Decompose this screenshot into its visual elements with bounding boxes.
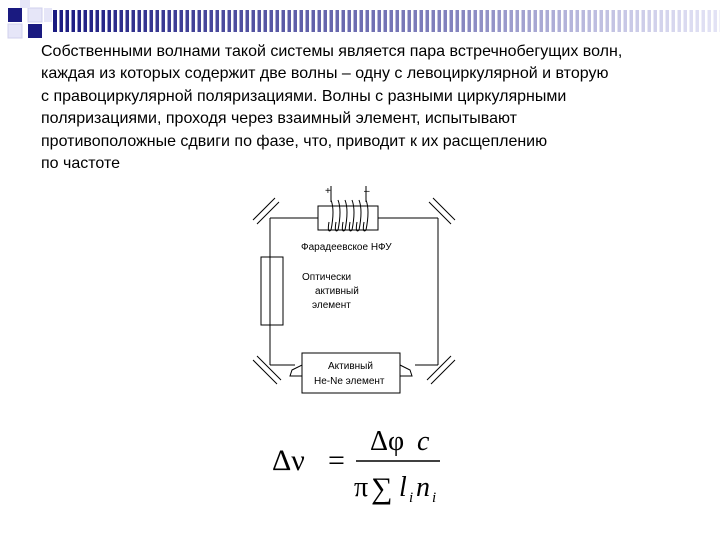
title-bar-stripe-gap xyxy=(435,10,438,32)
checker-square-dark xyxy=(8,8,22,22)
title-bar-stripe-gap xyxy=(537,10,540,32)
faraday-cell xyxy=(318,206,378,230)
title-bar-stripe-gap xyxy=(327,10,330,32)
title-bar-stripe-gap xyxy=(681,10,684,32)
title-bar-stripe-gap xyxy=(411,10,414,32)
title-bar-stripe-gap xyxy=(321,10,324,32)
title-bar-stripe-gap xyxy=(669,10,672,32)
title-bar-stripe-gap xyxy=(465,10,468,32)
title-bar-stripe-gap xyxy=(675,10,678,32)
title-bar-stripe-gap xyxy=(315,10,318,32)
title-bar-stripe-gap xyxy=(69,10,72,32)
title-bar-stripe-gap xyxy=(543,10,546,32)
title-bar-stripe-gap xyxy=(357,10,360,32)
title-bar-stripe-gap xyxy=(177,10,180,32)
title-bar-stripe-gap xyxy=(147,10,150,32)
title-bar-stripe-gap xyxy=(99,10,102,32)
title-bar-stripe-gap xyxy=(699,10,702,32)
title-bar-stripe-gap xyxy=(57,10,60,32)
faraday-label: Фарадеевское НФУ xyxy=(301,242,392,253)
title-bar-stripe-gap xyxy=(531,10,534,32)
title-bar-stripe-gap xyxy=(453,10,456,32)
title-bar-stripe-gap xyxy=(369,10,372,32)
title-bar-stripe-gap xyxy=(267,10,270,32)
title-bar-stripe-gap xyxy=(279,10,282,32)
title-bar-stripe-gap xyxy=(285,10,288,32)
paragraph-line: каждая из которых содержит две волны – одну с левоциркулярной и вторую xyxy=(41,65,609,83)
title-bar-stripe-gap xyxy=(189,10,192,32)
ring-laser-diagram xyxy=(245,180,475,405)
title-bar-stripe-gap xyxy=(243,10,246,32)
title-bar-stripe-gap xyxy=(489,10,492,32)
title-bar-stripe-gap xyxy=(513,10,516,32)
title-bar-stripe-gap xyxy=(117,10,120,32)
title-bar-stripe-gap xyxy=(207,10,210,32)
he-ne-window-right xyxy=(400,365,412,376)
title-bar-stripe-gap xyxy=(291,10,294,32)
faraday-coil xyxy=(328,200,368,231)
title-bar-stripe-gap xyxy=(639,10,642,32)
title-bar-stripe-gap xyxy=(345,10,348,32)
title-bar-stripe-gap xyxy=(483,10,486,32)
title-bar-stripe-gap xyxy=(693,10,696,32)
checker-square-light xyxy=(28,8,42,22)
title-bar-stripe-gap xyxy=(705,10,708,32)
title-bar-stripe-gap xyxy=(507,10,510,32)
title-bar-stripe-gap xyxy=(711,10,714,32)
title-bar-stripe-gap xyxy=(393,10,396,32)
active-label-line: He-Ne элемент xyxy=(314,376,385,387)
title-bar-stripe-gap xyxy=(447,10,450,32)
title-bar-stripe-gap xyxy=(111,10,114,32)
title-bar-stripe-gap xyxy=(333,10,336,32)
title-bar-stripe-gap xyxy=(459,10,462,32)
paragraph-line: Собственными волнами такой системы является пара встречнобегущих волн, xyxy=(41,43,623,60)
formula-n: n xyxy=(416,472,430,503)
mirror-top-left xyxy=(253,198,279,224)
title-bar-stripe-gap xyxy=(87,10,90,32)
formula-equals: = xyxy=(328,444,345,477)
title-bar-stripe-gap xyxy=(261,10,264,32)
title-bar-stripe-gap xyxy=(621,10,624,32)
title-bar-stripe-gap xyxy=(105,10,108,32)
slide-paragraph xyxy=(41,41,701,175)
title-bar-stripe-gap xyxy=(339,10,342,32)
title-bar-stripe-gap xyxy=(63,10,66,32)
optical-label-line: активный xyxy=(315,286,359,297)
title-bar-stripe-gap xyxy=(153,10,156,32)
active-label-line: Активный xyxy=(328,361,373,372)
title-bar-stripe-gap xyxy=(501,10,504,32)
title-bar-stripe-gap xyxy=(165,10,168,32)
title-bar-stripe-gap xyxy=(273,10,276,32)
formula-l: l xyxy=(399,472,407,503)
title-bar-stripe-gap xyxy=(615,10,618,32)
title-bar-stripe-gap xyxy=(255,10,258,32)
title-bar-stripe-gap xyxy=(75,10,78,32)
title-bar-stripe-gap xyxy=(561,10,564,32)
plus-sign: + xyxy=(325,186,331,197)
formula-numerator-c: c xyxy=(417,426,430,457)
title-bar-stripe-gap xyxy=(585,10,588,32)
title-bar-stripe-gap xyxy=(375,10,378,32)
title-bar-stripe-gap xyxy=(387,10,390,32)
optically-active-element xyxy=(261,257,283,325)
title-bar-stripe-gap xyxy=(441,10,444,32)
paragraph-line: с правоциркулярной поляризациями. Волны с разными циркулярными xyxy=(41,87,567,105)
title-bar-stripe-gap xyxy=(579,10,582,32)
title-bar-stripe-gap xyxy=(225,10,228,32)
title-bar-stripe-gap xyxy=(81,10,84,32)
title-bar-stripe-gap xyxy=(657,10,660,32)
title-bar-stripe-gap xyxy=(717,10,720,32)
paragraph-line: по частоте xyxy=(41,155,120,173)
paragraph-line: поляризациями, проходя через взаимный элемент, испытывают xyxy=(41,110,517,128)
title-bar-stripe-gap xyxy=(645,10,648,32)
title-bar-stripe-gap xyxy=(603,10,606,32)
title-bar-stripe-gap xyxy=(129,10,132,32)
title-bar-stripe-gap xyxy=(633,10,636,32)
title-bar-stripe-gap xyxy=(549,10,552,32)
frequency-splitting-formula xyxy=(270,420,460,505)
checker-square-light xyxy=(8,24,22,38)
title-bar-stripe-gap xyxy=(93,10,96,32)
title-bar-stripe-gap xyxy=(219,10,222,32)
formula-subscript-i: i xyxy=(409,490,414,505)
title-bar-stripe-gap xyxy=(555,10,558,32)
title-bar-stripe-gap xyxy=(351,10,354,32)
title-bar-stripe-gap xyxy=(525,10,528,32)
minus-sign: – xyxy=(364,186,370,197)
title-bar-stripe-gap xyxy=(123,10,126,32)
title-bar-stripe-gap xyxy=(249,10,252,32)
title-bar-stripe-gap xyxy=(687,10,690,32)
title-bar-stripe-gap xyxy=(309,10,312,32)
title-bar-stripe-gap xyxy=(213,10,216,32)
title-bar-stripe-gap xyxy=(171,10,174,32)
title-bar-stripe-gap xyxy=(423,10,426,32)
title-bar-stripe-gap xyxy=(195,10,198,32)
title-bar-stripe-gap xyxy=(135,10,138,32)
title-bar-stripe-gap xyxy=(519,10,522,32)
title-bar-stripe-gap xyxy=(429,10,432,32)
mirror-bottom-left xyxy=(253,356,281,384)
title-bar-stripe-gap xyxy=(297,10,300,32)
title-bar-stripe-gap xyxy=(381,10,384,32)
title-bar-stripe-gap xyxy=(609,10,612,32)
optical-label-line: элемент xyxy=(312,300,351,311)
title-bar-stripe-gap xyxy=(663,10,666,32)
title-bar-stripe-gap xyxy=(159,10,162,32)
title-bar-stripe-gap xyxy=(471,10,474,32)
formula-subscript-i: i xyxy=(432,490,437,505)
checker-square-dark xyxy=(28,24,42,38)
formula-denominator-sum: ∑ xyxy=(371,472,393,505)
title-bar-stripe-gap xyxy=(573,10,576,32)
title-bar-stripe-gap xyxy=(495,10,498,32)
checker-square-light xyxy=(44,8,52,22)
title-bar-stripe-gap xyxy=(303,10,306,32)
title-bar-stripe-gap xyxy=(399,10,402,32)
mirror-bottom-right xyxy=(427,356,455,384)
title-bar-stripe-gap xyxy=(405,10,408,32)
title-bar-stripe-gap xyxy=(477,10,480,32)
formula-denominator-pi: π xyxy=(354,472,369,503)
he-ne-window-left xyxy=(290,365,302,376)
formula-numerator-delta-phi: Δφ xyxy=(370,426,405,457)
title-bar-stripe-gap xyxy=(183,10,186,32)
title-bar-stripes xyxy=(53,10,720,32)
formula-lhs: Δν xyxy=(272,444,305,477)
mirror-top-right xyxy=(429,198,455,224)
optical-label-line: Оптически xyxy=(302,272,352,283)
title-bar-stripe-gap xyxy=(417,10,420,32)
title-bar-stripe-gap xyxy=(201,10,204,32)
title-bar-stripe-gap xyxy=(363,10,366,32)
title-bar-stripe-gap xyxy=(651,10,654,32)
title-bar-stripe-gap xyxy=(627,10,630,32)
title-bar-stripe-gap xyxy=(141,10,144,32)
title-bar-stripe-gap xyxy=(567,10,570,32)
checker-square-light xyxy=(20,0,30,8)
title-bar-stripe-gap xyxy=(237,10,240,32)
he-ne-element xyxy=(302,353,400,393)
title-bar-stripe-gap xyxy=(231,10,234,32)
paragraph-line: противоположные сдвиги по фазе, что, приводит к их расщеплению xyxy=(41,132,548,150)
title-bar-stripe-gap xyxy=(597,10,600,32)
title-bar-stripe-gap xyxy=(591,10,594,32)
